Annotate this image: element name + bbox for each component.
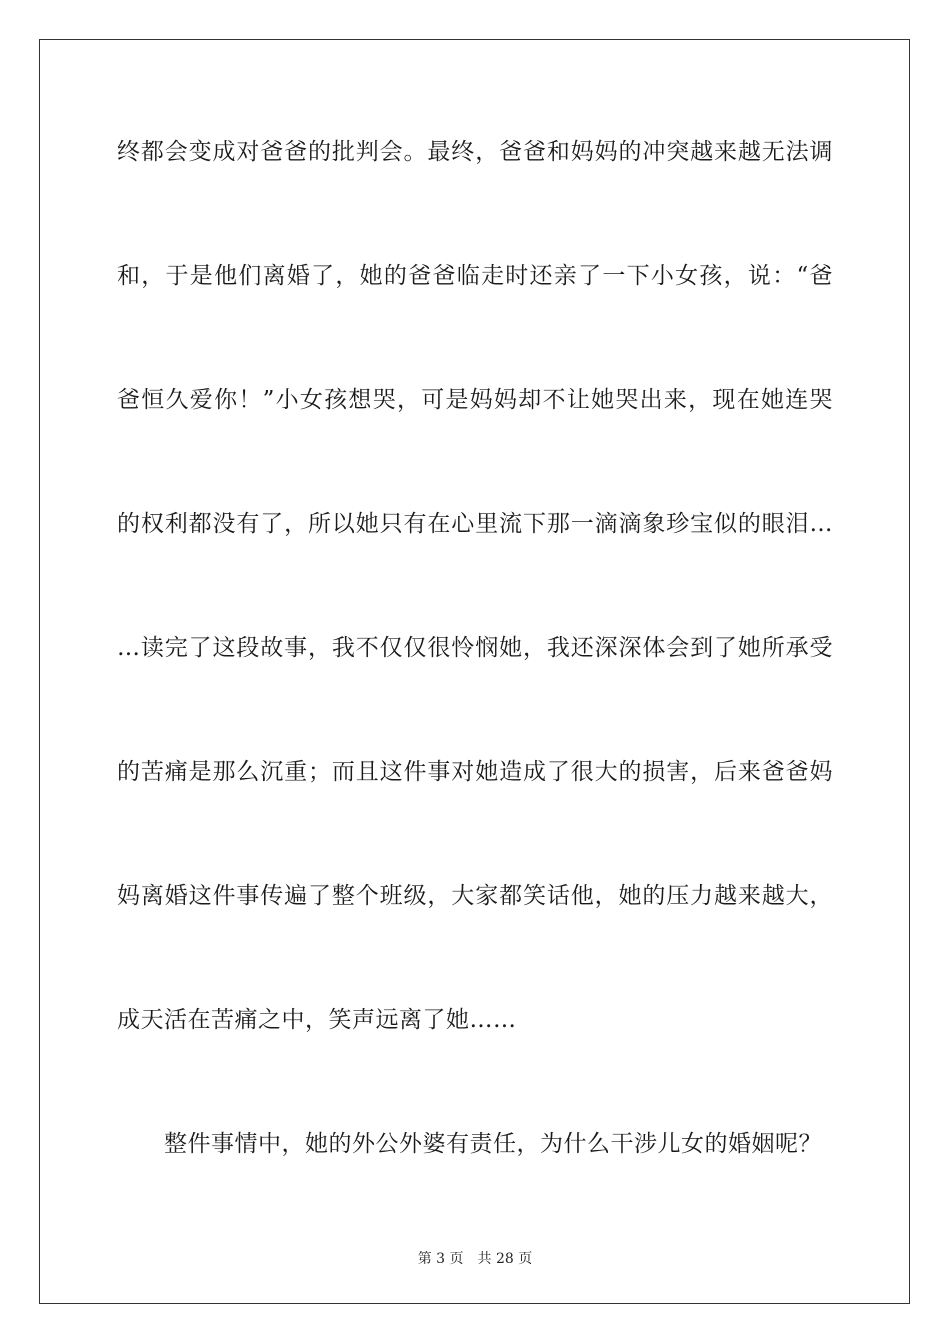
body-line-7: 妈离婚这件事传遍了整个班级，大家都笑话他，她的压力越来越大， (117, 883, 833, 909)
body-line-6: 的苦痛是那么沉重；而且这件事对她造成了很大的损害，后来爸爸妈 (117, 759, 833, 785)
body-line-1: 终都会变成对爸爸的批判会。最终，爸爸和妈妈的冲突越来越无法调 (117, 139, 833, 165)
body-line-8: 成天活在苦痛之中，笑声远离了她…… (117, 1007, 517, 1033)
body-line-5: …读完了这段故事，我不仅仅很怜悯她，我还深深体会到了她所承受 (117, 635, 833, 661)
paragraph-2: 整件事情中，她的外公外婆有责任，为什么干涉儿女的婚姻呢？ (164, 1131, 822, 1157)
page-total: 共 28 页 (477, 1251, 533, 1267)
page-number: 第 3 页 (417, 1251, 464, 1267)
body-line-2: 和，于是他们离婚了，她的爸爸临走时还亲了一下小女孩，说：“爸 (117, 263, 833, 289)
page-footer (0, 1248, 950, 1268)
body-line-4: 的权利都没有了，所以她只有在心里流下那一滴滴象珍宝似的眼泪… (117, 511, 833, 537)
page-frame (39, 39, 910, 1304)
body-line-3: 爸恒久爱你！”小女孩想哭，可是妈妈却不让她哭出来，现在她连哭 (117, 387, 833, 413)
